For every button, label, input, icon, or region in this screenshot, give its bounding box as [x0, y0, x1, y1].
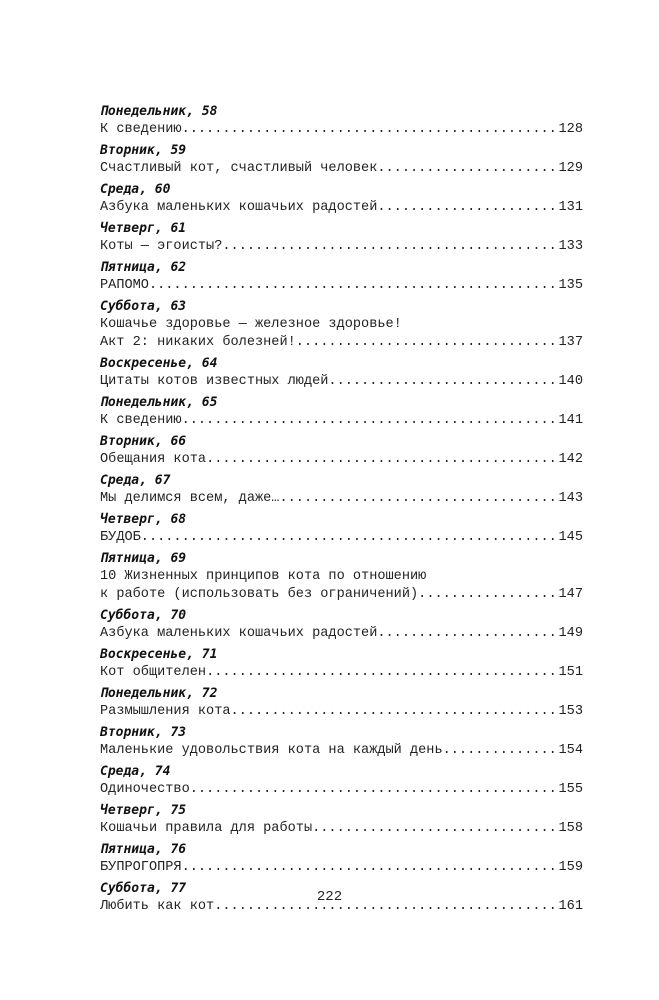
dot-leader [182, 859, 556, 877]
toc-day-heading: Суббота, 70 [100, 608, 187, 623]
toc-title: Кошачьи правила для работы [100, 821, 313, 836]
toc-row [100, 238, 583, 256]
toc-day-heading: Понедельник, 65 [100, 395, 218, 410]
toc-title: к работе (использовать без ограничений) [100, 587, 419, 602]
toc-title: Размышления кота [100, 704, 231, 719]
toc-page-number: 145 [558, 530, 583, 545]
toc-entry [100, 298, 583, 352]
toc-row [100, 742, 583, 760]
toc-row [100, 586, 583, 604]
toc-title: Обещания кота [100, 452, 207, 467]
toc-day-heading: Суббота, 63 [100, 299, 187, 314]
toc-day-heading: Вторник, 59 [100, 143, 187, 158]
toc-day-heading: Четверг, 75 [100, 803, 187, 818]
dot-leader [279, 490, 555, 508]
dot-leader [418, 586, 555, 604]
toc-title: К сведению [100, 413, 182, 428]
toc-entry [100, 355, 583, 391]
toc-day-heading: Четверг, 61 [100, 221, 187, 236]
toc-day-heading: Воскресенье, 71 [100, 647, 218, 662]
toc-page-number: 129 [558, 161, 583, 176]
toc-entry [100, 724, 583, 760]
toc-day-heading: Понедельник, 58 [100, 104, 218, 119]
toc-day-heading: Вторник, 66 [100, 434, 187, 449]
toc-day-heading: Пятница, 76 [100, 842, 187, 857]
toc-day-heading: Пятница, 69 [100, 551, 187, 566]
toc-page-number: 151 [558, 665, 583, 680]
dot-leader [312, 820, 555, 838]
toc-title: Азбука маленьких кошачьих радостей [100, 626, 378, 641]
toc-page-number: 140 [558, 374, 583, 389]
toc-page-number: 135 [558, 278, 583, 293]
toc-entry [100, 685, 583, 721]
dot-leader [141, 529, 556, 547]
toc-title: Цитаты котов известных людей [100, 374, 329, 389]
toc-title: Маленькие удовольствия кота на каждый день [100, 743, 443, 758]
toc-row [100, 820, 583, 838]
dot-leader [377, 625, 555, 643]
dot-leader [190, 781, 556, 799]
toc-page-number: 141 [558, 413, 583, 428]
toc-title: Одиночество [100, 782, 190, 797]
dot-leader [222, 238, 555, 256]
toc-entry [100, 841, 583, 877]
toc-title: Коты — эгоисты? [100, 239, 223, 254]
toc-day-heading: Среда, 67 [100, 473, 171, 488]
toc-day-heading: Среда, 60 [100, 182, 171, 197]
toc-row [100, 859, 583, 877]
toc-day-heading: Среда, 74 [100, 764, 171, 779]
toc-title: К сведению [100, 122, 182, 137]
toc-page-number: 149 [558, 626, 583, 641]
dot-leader [377, 160, 555, 178]
toc-entry [100, 103, 583, 139]
toc-entry [100, 142, 583, 178]
toc-page-number: 128 [558, 122, 583, 137]
dot-leader [206, 664, 555, 682]
toc-row [100, 625, 583, 643]
toc-title: Акт 2: никаких болезней! [100, 335, 296, 350]
toc-row [100, 277, 583, 295]
toc-row [100, 490, 583, 508]
dot-leader [443, 742, 556, 760]
dot-leader [182, 121, 556, 139]
toc-page-number: 154 [558, 743, 583, 758]
toc-entry [100, 259, 583, 295]
toc-page-number: 143 [558, 491, 583, 506]
toc-entry [100, 433, 583, 469]
dot-leader [328, 373, 555, 391]
toc-title: Кот общителен [100, 665, 207, 680]
toc-entry [100, 607, 583, 643]
dot-leader [296, 334, 556, 352]
dot-leader [377, 199, 555, 217]
toc-entry [100, 472, 583, 508]
toc-row [100, 451, 583, 469]
toc-row [100, 199, 583, 217]
toc-title: Счастливый кот, счастливый человек [100, 161, 378, 176]
toc-entry [100, 220, 583, 256]
toc-row [100, 664, 583, 682]
toc-title: РАПОМО [100, 278, 149, 293]
toc-entry [100, 550, 583, 604]
dot-leader [206, 451, 555, 469]
toc-day-heading: Вторник, 73 [100, 725, 187, 740]
toc-entry [100, 802, 583, 838]
dot-leader [231, 703, 556, 721]
toc-entry [100, 511, 583, 547]
toc-row [100, 529, 583, 547]
toc-page-number: 142 [558, 452, 583, 467]
toc-page-number: 147 [558, 587, 583, 602]
toc-title: Любить как кот [100, 899, 215, 914]
toc-page-number: 131 [558, 200, 583, 215]
toc-entry [100, 181, 583, 217]
toc-day-heading: Суббота, 77 [100, 881, 187, 896]
toc-page-number: 137 [558, 335, 583, 350]
toc-title-line: 10 Жизненных принципов кота по отношению [100, 569, 427, 584]
dot-leader [182, 412, 556, 430]
toc-row [100, 781, 583, 799]
toc-day-heading: Пятница, 62 [100, 260, 187, 275]
toc-row [100, 160, 583, 178]
dot-leader [149, 277, 556, 295]
toc-row [100, 373, 583, 391]
toc-day-heading: Четверг, 68 [100, 512, 187, 527]
toc-entry [100, 646, 583, 682]
toc-page-number: 153 [558, 704, 583, 719]
toc-page-number: 159 [558, 860, 583, 875]
toc-title: Мы делимся всем, даже… [100, 491, 280, 506]
toc-row [100, 334, 583, 352]
toc-title-line: Кошачье здоровье — железное здоровье! [100, 317, 402, 332]
toc-entry [100, 394, 583, 430]
toc-day-heading: Воскресенье, 64 [100, 356, 218, 371]
toc-page-number: 155 [558, 782, 583, 797]
toc-title: Азбука маленьких кошачьих радостей [100, 200, 378, 215]
toc-title: БУДОБ [100, 530, 141, 545]
toc-day-heading: Понедельник, 72 [100, 686, 218, 701]
table-of-contents [100, 103, 583, 919]
toc-entry [100, 763, 583, 799]
page-number: 222 [316, 889, 343, 905]
toc-page-number: 161 [558, 899, 583, 914]
toc-page-number: 158 [558, 821, 583, 836]
toc-page-number: 133 [558, 239, 583, 254]
toc-title: БУПРОГОПРЯ [100, 860, 182, 875]
toc-row [100, 703, 583, 721]
toc-row [100, 121, 583, 139]
toc-row [100, 412, 583, 430]
